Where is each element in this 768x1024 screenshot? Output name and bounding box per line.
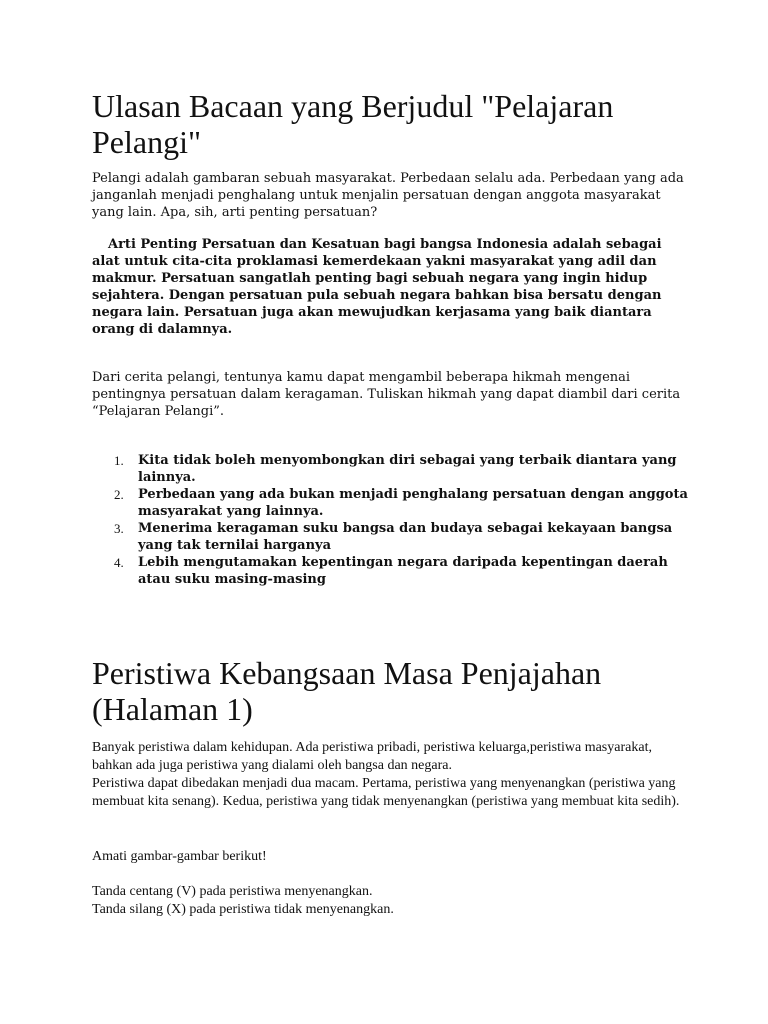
observe-instruction: Amati gambar-gambar berikut! [92, 849, 267, 864]
list-number: 1. [114, 453, 124, 468]
list-number: 4. [114, 555, 124, 570]
peristiwa-paragraph [92, 739, 692, 811]
list-number: 3. [114, 521, 124, 536]
list-item-text: Lebih mengutamakan kepentingan negara daripada kepentingan daerah atau suku masing-masing [138, 555, 668, 587]
section-title-peristiwa-kebangsaan: Peristiwa Kebangsaan Masa Penjajahan (Halaman 1) [92, 655, 602, 727]
list-item [92, 486, 692, 520]
intro-paragraph: Pelangi adalah gambaran sebuah masyarakat. Perbedaan selalu ada. Perbedaan yang ada janganlah menjadi penghalang untuk menjalin persatuan dengan anggota masyarakat yang lain. Apa, sih, arti penting persatuan? [92, 171, 684, 220]
section-title-pelajaran-pelangi: Ulasan Bacaan yang Berjudul "Pelajaran Pelangi" [92, 88, 614, 160]
hikmah-list [92, 452, 692, 588]
persatuan-text: Arti Penting Persatuan dan Kesatuan bagi bangsa Indonesia adalah sebagai alat untuk cita-cita proklamasi kemerdekaan yakni masyarakat yang adil dan makmur. Persatuan sangatlah penting bagi sebuah negara yang ingin hidup sejahtera. Dengan persatuan pula sebuah negara bahkan bisa bersatu dengan negara lain. Persatuan juga akan mewujudkan kerjasama yang baik diantara orang di dalamnya. [92, 237, 662, 337]
persatuan-paragraph [92, 236, 692, 338]
list-number: 2. [114, 487, 124, 502]
list-item-text: Perbedaan yang ada bukan menjadi penghalang persatuan dengan anggota masyarakat yang lainnya. [138, 487, 688, 519]
list-item [92, 554, 692, 588]
cross-instruction: Tanda silang (X) pada peristiwa tidak menyenangkan. [92, 902, 394, 917]
list-item [92, 452, 692, 486]
check-instruction: Tanda centang (V) pada peristiwa menyenangkan. [92, 884, 373, 899]
peristiwa-line-2: Peristiwa dapat dibedakan menjadi dua macam. Pertama, peristiwa yang menyenangkan (peristiwa yang membuat kita senang). Kedua, peristiwa yang tidak menyenangkan (peristiwa yang membuat kita sedih). [92, 776, 680, 809]
instruction-paragraph: Dari cerita pelangi, tentunya kamu dapat mengambil beberapa hikmah mengenai pentingnya persatuan dalam keragaman. Tuliskan hikmah yang dapat diambil dari cerita “Pelajaran Pelangi”. [92, 370, 681, 419]
list-item [92, 520, 692, 554]
mark-instructions [92, 883, 692, 919]
list-item-text: Kita tidak boleh menyombongkan diri sebagai yang terbaik diantara yang lainnya. [138, 453, 677, 485]
list-item-text: Menerima keragaman suku bangsa dan budaya sebagai kekayaan bangsa yang tak ternilai harganya [138, 521, 673, 553]
peristiwa-line-1: Banyak peristiwa dalam kehidupan. Ada peristiwa pribadi, peristiwa keluarga,peristiwa masyarakat, bahkan ada juga peristiwa yang dialami oleh bangsa dan negara. [92, 740, 652, 773]
